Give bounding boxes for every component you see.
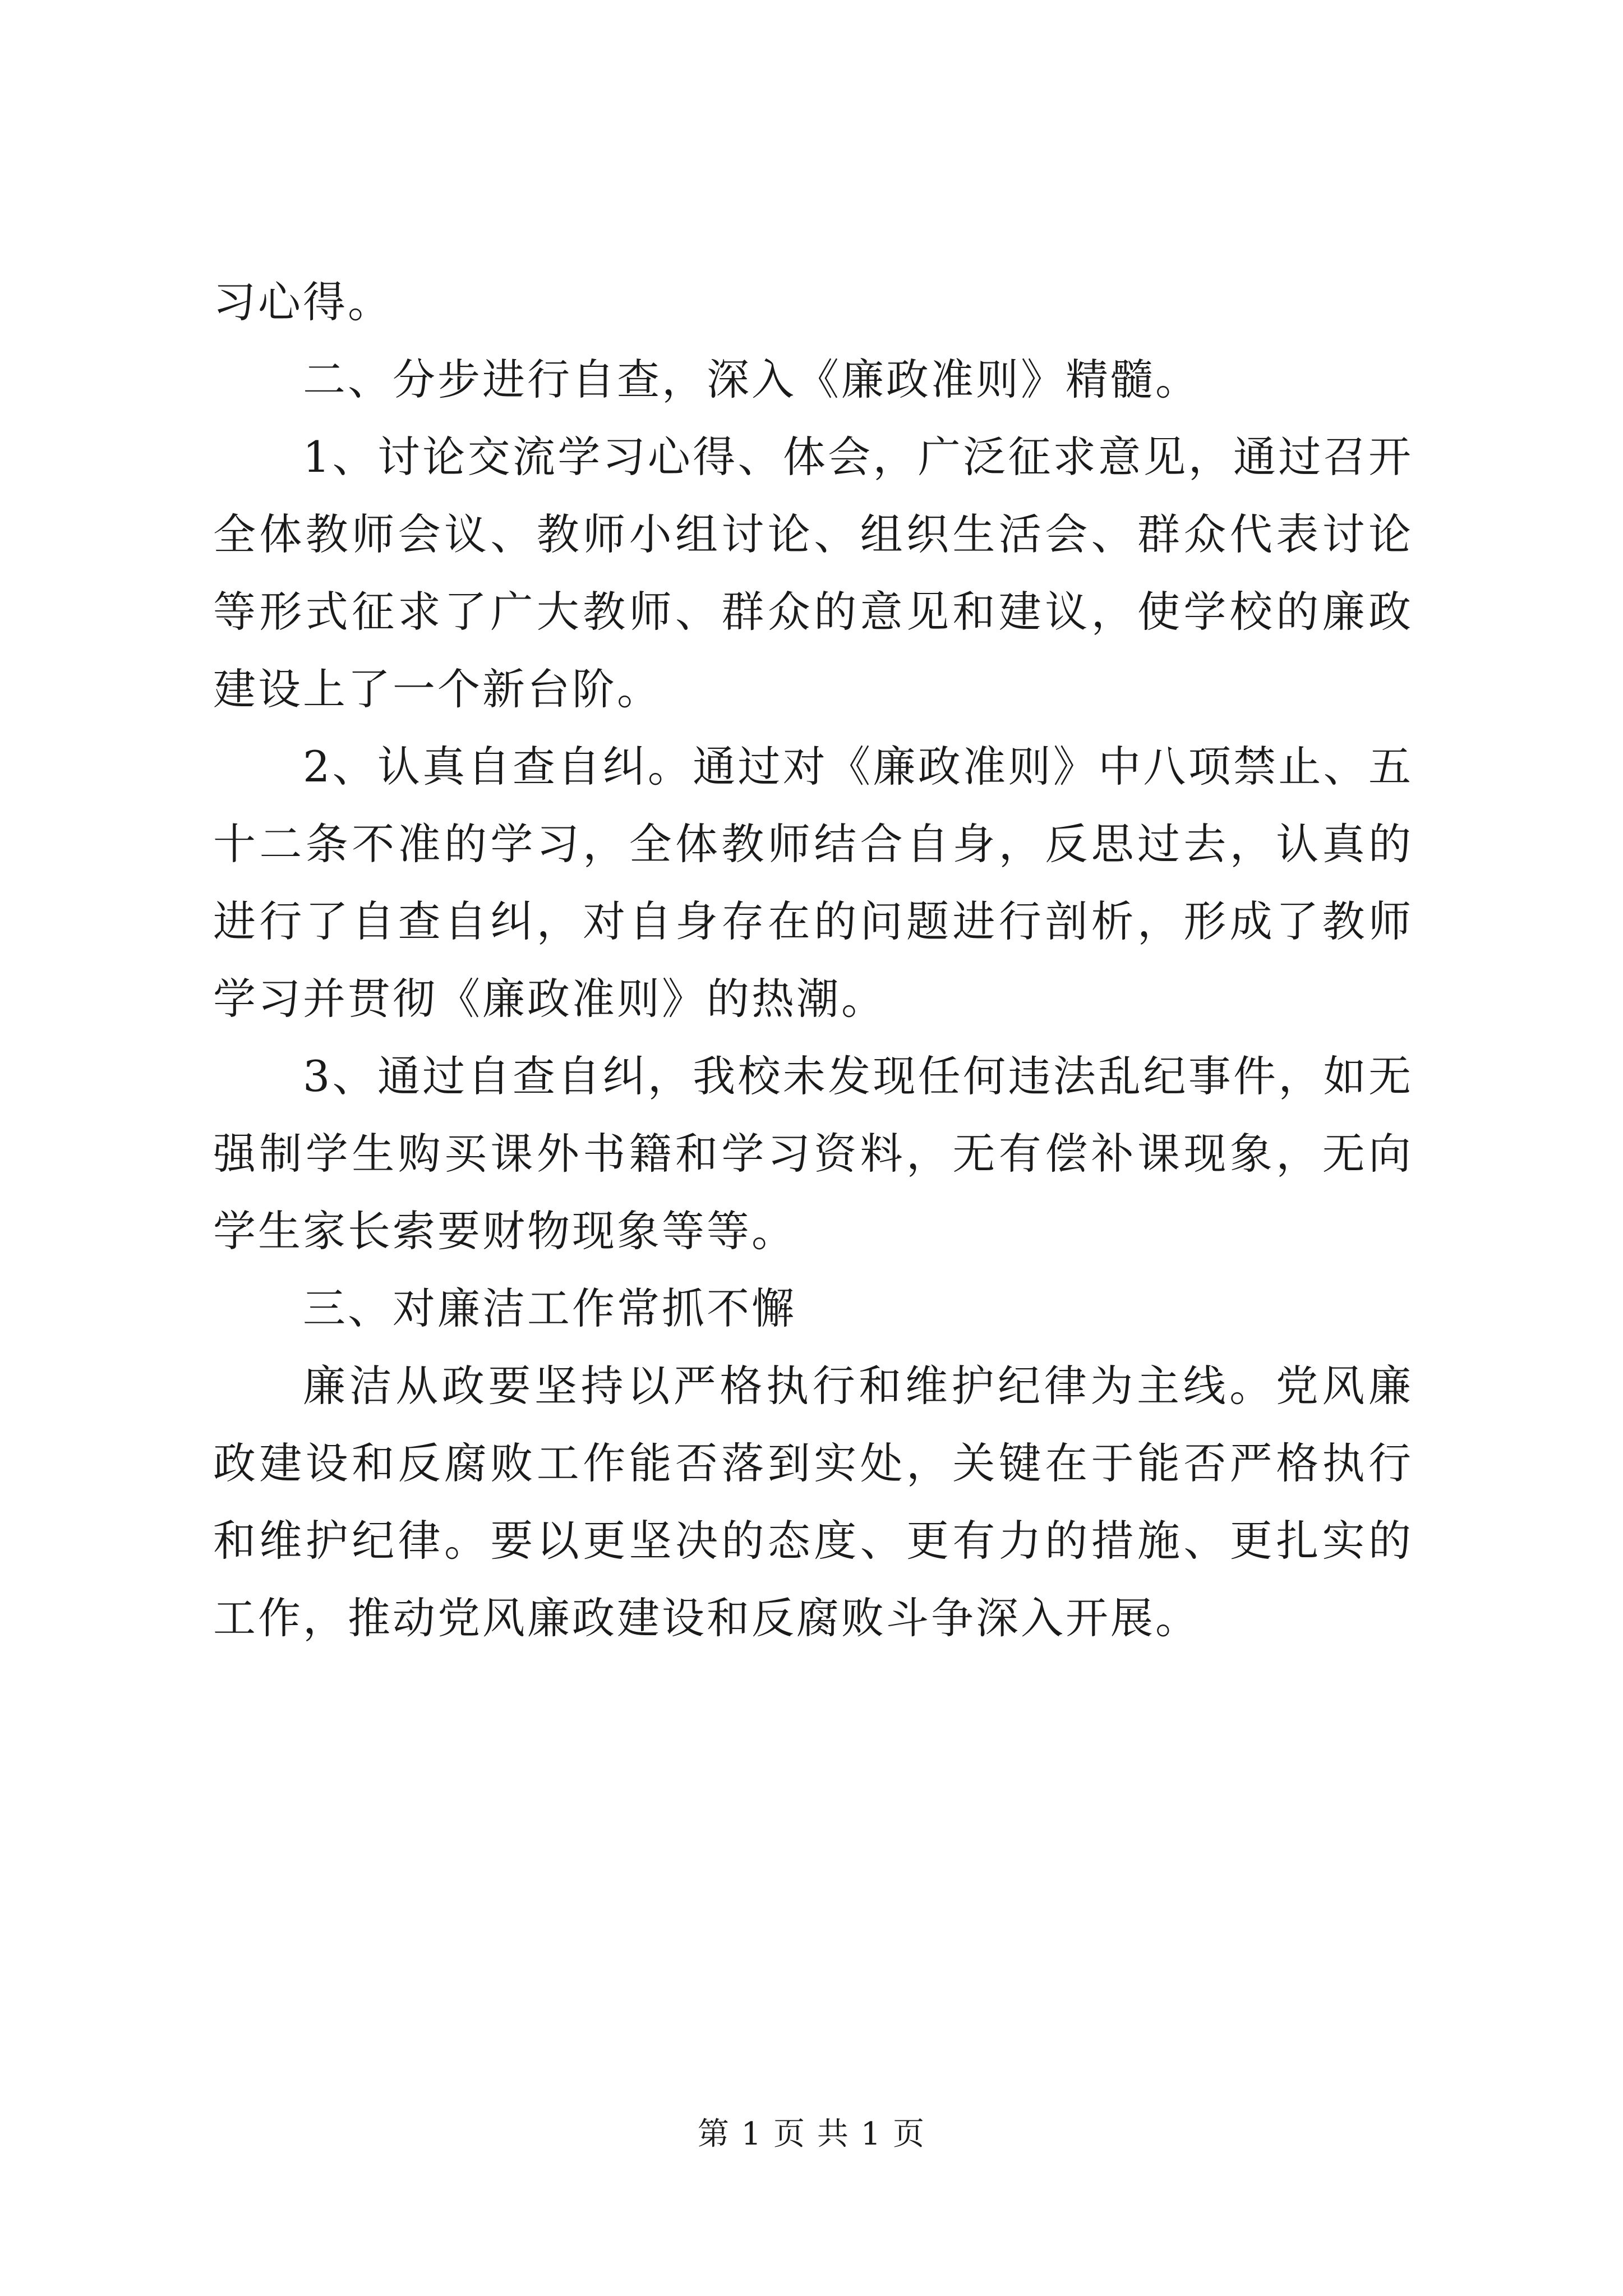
section-heading-two: 二、分步进行自查，深入《廉政准则》精髓。 [303, 355, 1200, 404]
paragraph-item-2: 2、认真自查自纠。通过对《廉政准则》中八项禁止、五十二条不准的学习，全体教师结合自身，反思过去，认真的进行了自查自纠，对自身存在的问题进行剖析，形成了教师学习并贯彻《廉政准则》的热潮。 [213, 742, 1413, 1024]
paragraph-closing: 廉洁从政要坚持以严格执行和维护纪律为主线。党风廉政建设和反腐败工作能否落到实处，关键在于能否严格执行和维护纪律。要以更坚决的态度、更有力的措施、更扎实的工作，推动党风廉政建设和反腐败斗争深入开展。 [213, 1361, 1413, 1643]
paragraph-item-3: 3、通过自查自纠，我校未发现任何违法乱纪事件，如无强制学生购买课外书籍和学习资料，无有偿补课现象，无向学生家长索要财物现象等等。 [213, 1051, 1413, 1256]
paragraph-item-1: 1、讨论交流学习心得、体会，广泛征求意见，通过召开全体教师会议、教师小组讨论、组织生活会、群众代表讨论等形式征求了广大教师、群众的意见和建议，使学校的廉政建设上了一个新台阶。 [213, 432, 1413, 714]
page-footer: 第 1 页 共 1 页 [697, 2116, 926, 2152]
section-heading-three: 三、对廉洁工作常抓不懈 [303, 1283, 796, 1333]
document-body [213, 264, 1413, 1657]
paragraph-continuation: 习心得。 [213, 277, 393, 327]
